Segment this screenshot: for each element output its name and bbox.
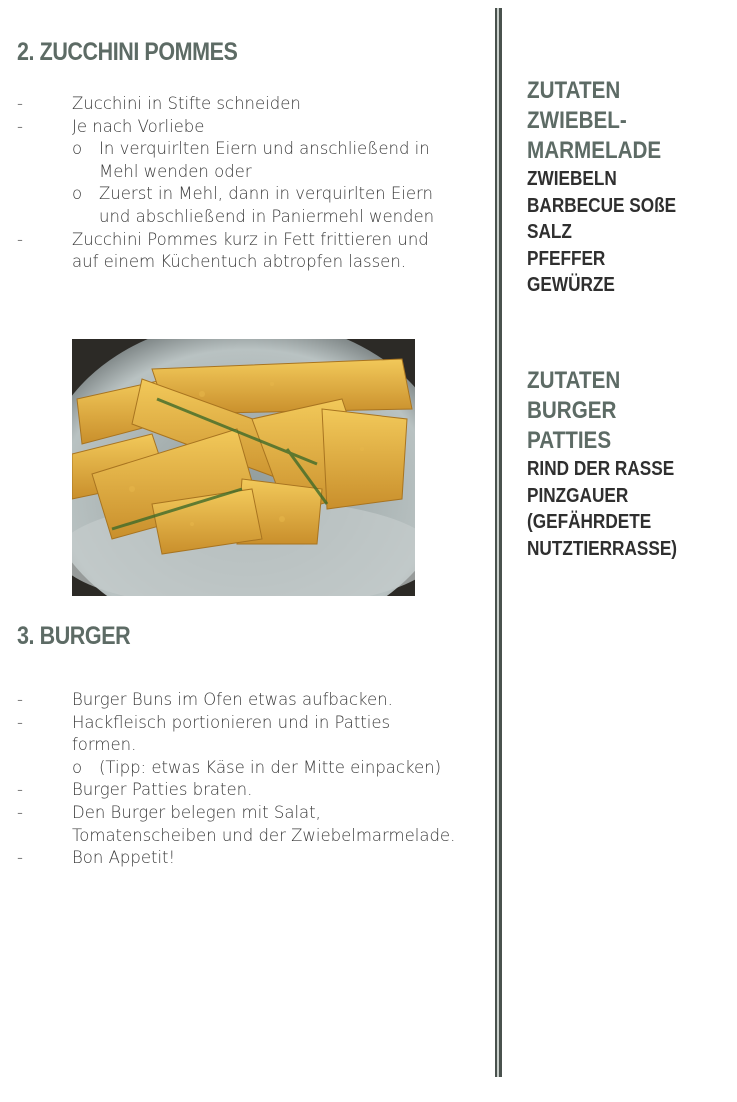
- list-item: [17, 93, 457, 116]
- list-item: [17, 712, 457, 757]
- vertical-divider: [495, 8, 502, 1077]
- step-text: In verquirlten Eiern und anschließend in Mehl wenden oder: [99, 139, 430, 181]
- zucchini-steps-list: [17, 93, 457, 274]
- step-text: Burger Buns im Ofen etwas aufbacken.: [72, 690, 393, 709]
- bullet-marker: o: [72, 757, 83, 777]
- dash-marker: -: [17, 690, 23, 709]
- bullet-marker: o: [72, 139, 83, 159]
- ingredient-item: BARBECUE SOßE: [527, 194, 677, 217]
- list-subitem: [17, 757, 457, 780]
- list-item: [17, 802, 457, 847]
- list-item: [17, 689, 457, 712]
- step-text: (Tipp: etwas Käse in der Mitte einpacken): [99, 757, 442, 777]
- step-text: Zucchini in Stifte schneiden: [72, 94, 301, 113]
- ingredient-item: SALZ: [527, 221, 572, 243]
- ingredient-item: PFEFFER: [527, 247, 606, 270]
- patties-ingredients-list: [527, 456, 682, 562]
- dash-marker: -: [17, 116, 23, 136]
- list-item: [17, 116, 457, 139]
- list-item: [17, 847, 457, 870]
- dash-marker: -: [17, 802, 23, 822]
- section-title-zucchini-pommes: 2. ZUCCHINI POMMES: [17, 38, 238, 66]
- list-item: [17, 229, 457, 274]
- list-item: [17, 779, 457, 802]
- step-text: Bon Appetit!: [72, 848, 176, 868]
- ingredient-item: ZWIEBELN: [527, 168, 617, 190]
- step-text: Hackfleisch portionieren und in Patties formen.: [72, 712, 391, 755]
- step-text: Burger Patties braten.: [72, 780, 253, 800]
- dash-marker: -: [17, 94, 23, 113]
- burger-steps-list: [17, 689, 457, 870]
- section-title-burger: 3. BURGER: [17, 622, 131, 650]
- step-text: Zuerst in Mehl, dann in verquirlten Eiern und abschließend in Paniermehl wenden: [99, 184, 435, 226]
- ingredient-item: RIND DER RASSE PINZGAUER (GEFÄHRDETE NUTZTIERRASSE): [527, 458, 678, 560]
- step-text: Den Burger belegen mit Salat, Tomatenscheiben und der Zwiebelmarmelade.: [72, 802, 456, 845]
- sidebar-title-patties: ZUTATEN BURGER PATTIES: [527, 367, 621, 454]
- step-text: Je nach Vorliebe: [72, 116, 205, 136]
- sidebar-title-marmelade: ZUTATEN ZWIEBEL-MARMELADE: [527, 77, 662, 164]
- list-subitem: [17, 183, 457, 228]
- bullet-marker: o: [72, 184, 83, 204]
- marmelade-ingredients-list: [527, 166, 708, 299]
- ingredient-item: GEWÜRZE: [527, 274, 615, 296]
- step-text: Zucchini Pommes kurz in Fett frittieren und auf einem Küchentuch abtropfen lassen.: [72, 229, 429, 272]
- list-subitem: [17, 138, 457, 183]
- dash-marker: -: [17, 712, 23, 732]
- zucchini-fries-photo: [72, 339, 415, 596]
- dash-marker: -: [17, 229, 23, 249]
- dash-marker: -: [17, 848, 23, 868]
- dash-marker: -: [17, 780, 23, 800]
